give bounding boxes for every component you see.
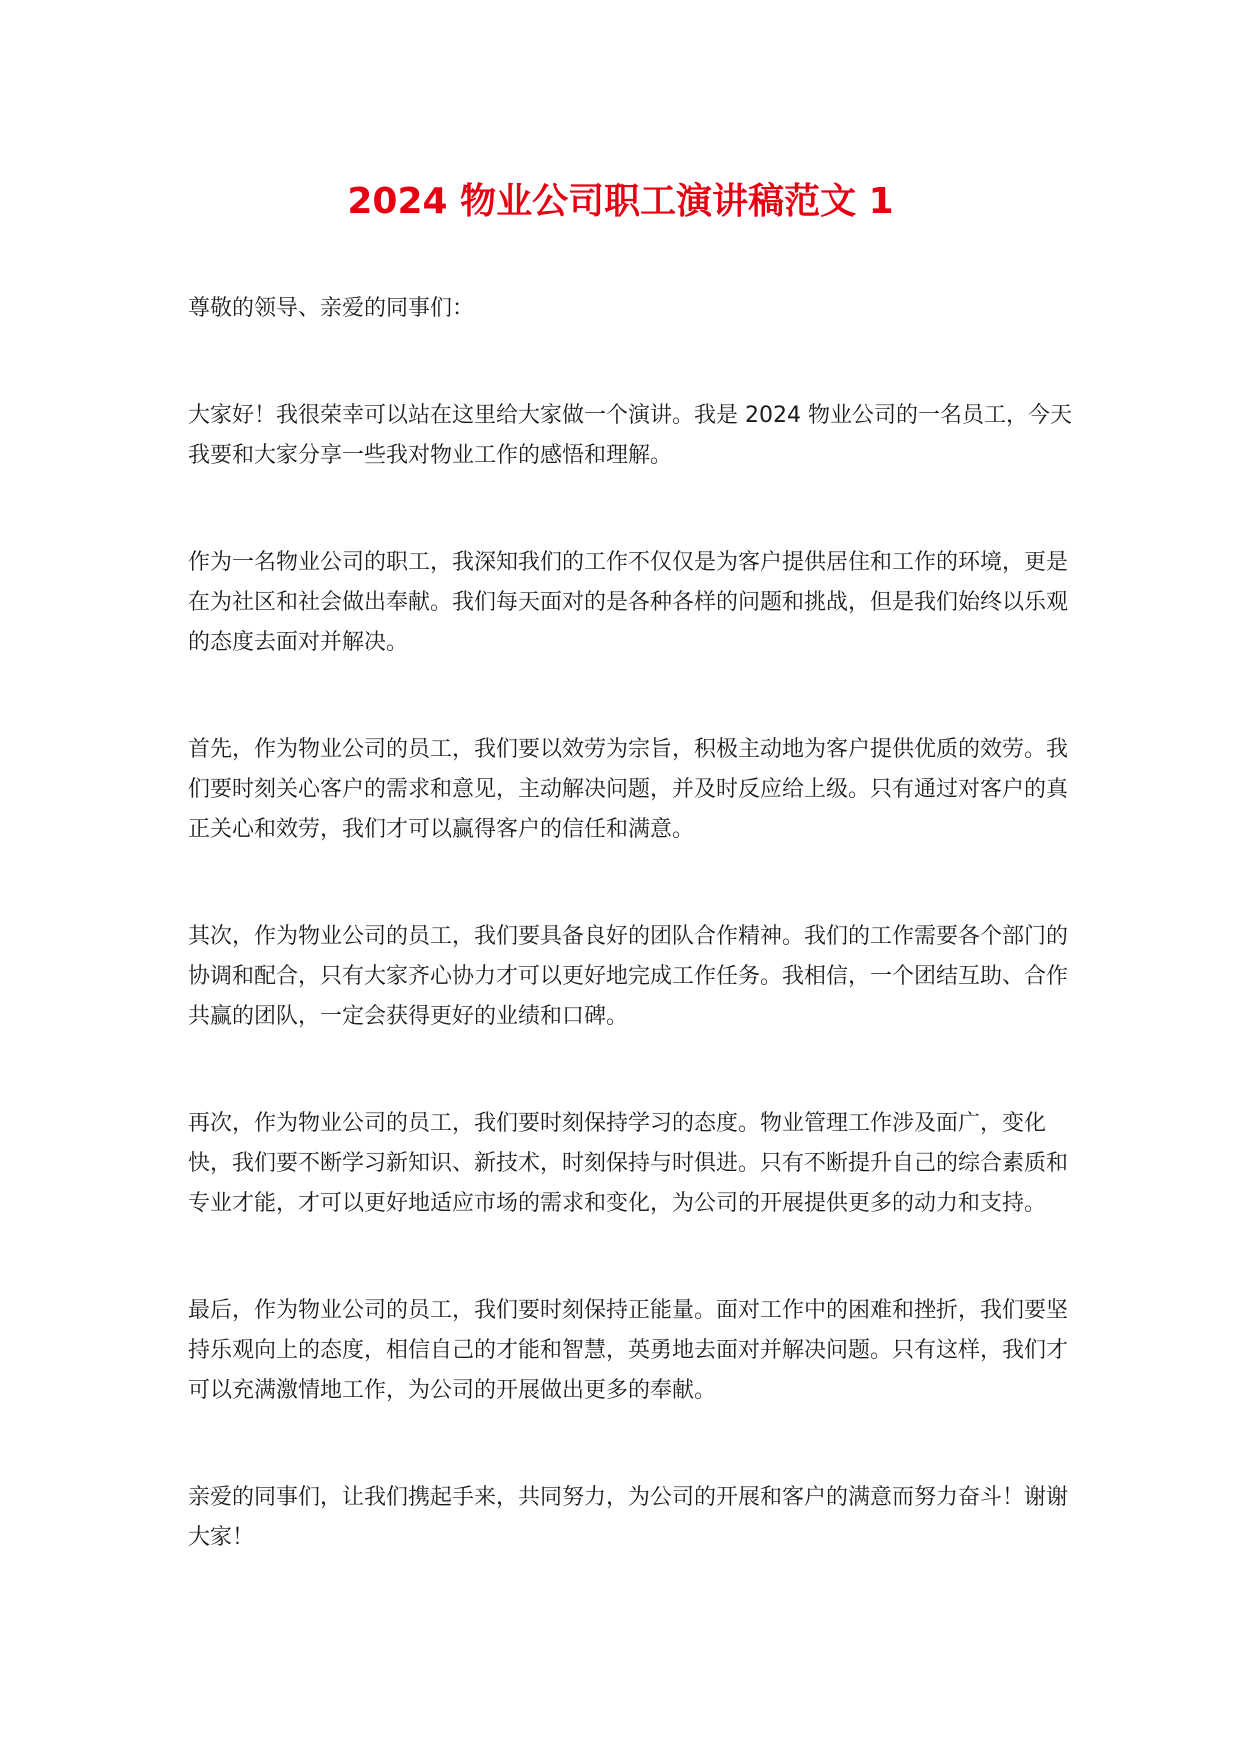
paragraph-greeting: 大家好！我很荣幸可以站在这里给大家做一个演讲。我是 2024 物业公司的一名员工，今天我要和大家分享一些我对物业工作的感悟和理解。 (188, 403, 1072, 468)
paragraph-third-point: 再次，作为物业公司的员工，我们要时刻保持学习的态度。物业管理工作涉及面广，变化快，我们要不断学习新知识、新技术，时刻保持与时俱进。只有不断提升自己的综合素质和专业才能，才可以更好地适应市场的需求和变化，为公司的开展提供更多的动力和支持。 (188, 1111, 1069, 1216)
paragraph-salutation: 尊敬的领导、亲爱的同事们： (188, 296, 475, 321)
paragraph-intro: 作为一名物业公司的职工，我深知我们的工作不仅仅是为客户提供居住和工作的环境，更是在为社区和社会做出奉献。我们每天面对的是各种各样的问题和挑战，但是我们始终以乐观的态度去面对并解决。 (188, 550, 1069, 655)
paragraph-second-point: 其次，作为物业公司的员工，我们要具备良好的团队合作精神。我们的工作需要各个部门的协调和配合，只有大家齐心协力才可以更好地完成工作任务。我相信，一个团结互助、合作共赢的团队，一定会获得更好的业绩和口碑。 (188, 924, 1069, 1029)
paragraph-closing: 亲爱的同事们，让我们携起手来，共同努力，为公司的开展和客户的满意而努力奋斗！谢谢大家！ (188, 1485, 1069, 1550)
paragraph-last-point: 最后，作为物业公司的员工，我们要时刻保持正能量。面对工作中的困难和挫折，我们要坚持乐观向上的态度，相信自己的才能和智慧，英勇地去面对并解决问题。只有这样，我们才可以充满激情地工作，为公司的开展做出更多的奉献。 (188, 1298, 1069, 1403)
paragraph-first-point: 首先，作为物业公司的员工，我们要以效劳为宗旨，积极主动地为客户提供优质的效劳。我们要时刻关心客户的需求和意见，主动解决问题，并及时反应给上级。只有通过对客户的真正关心和效劳，我们才可以赢得客户的信任和满意。 (188, 737, 1069, 842)
document-title: 2024 物业公司职工演讲稿范文 1 (347, 181, 894, 222)
document-body (188, 289, 1078, 1558)
